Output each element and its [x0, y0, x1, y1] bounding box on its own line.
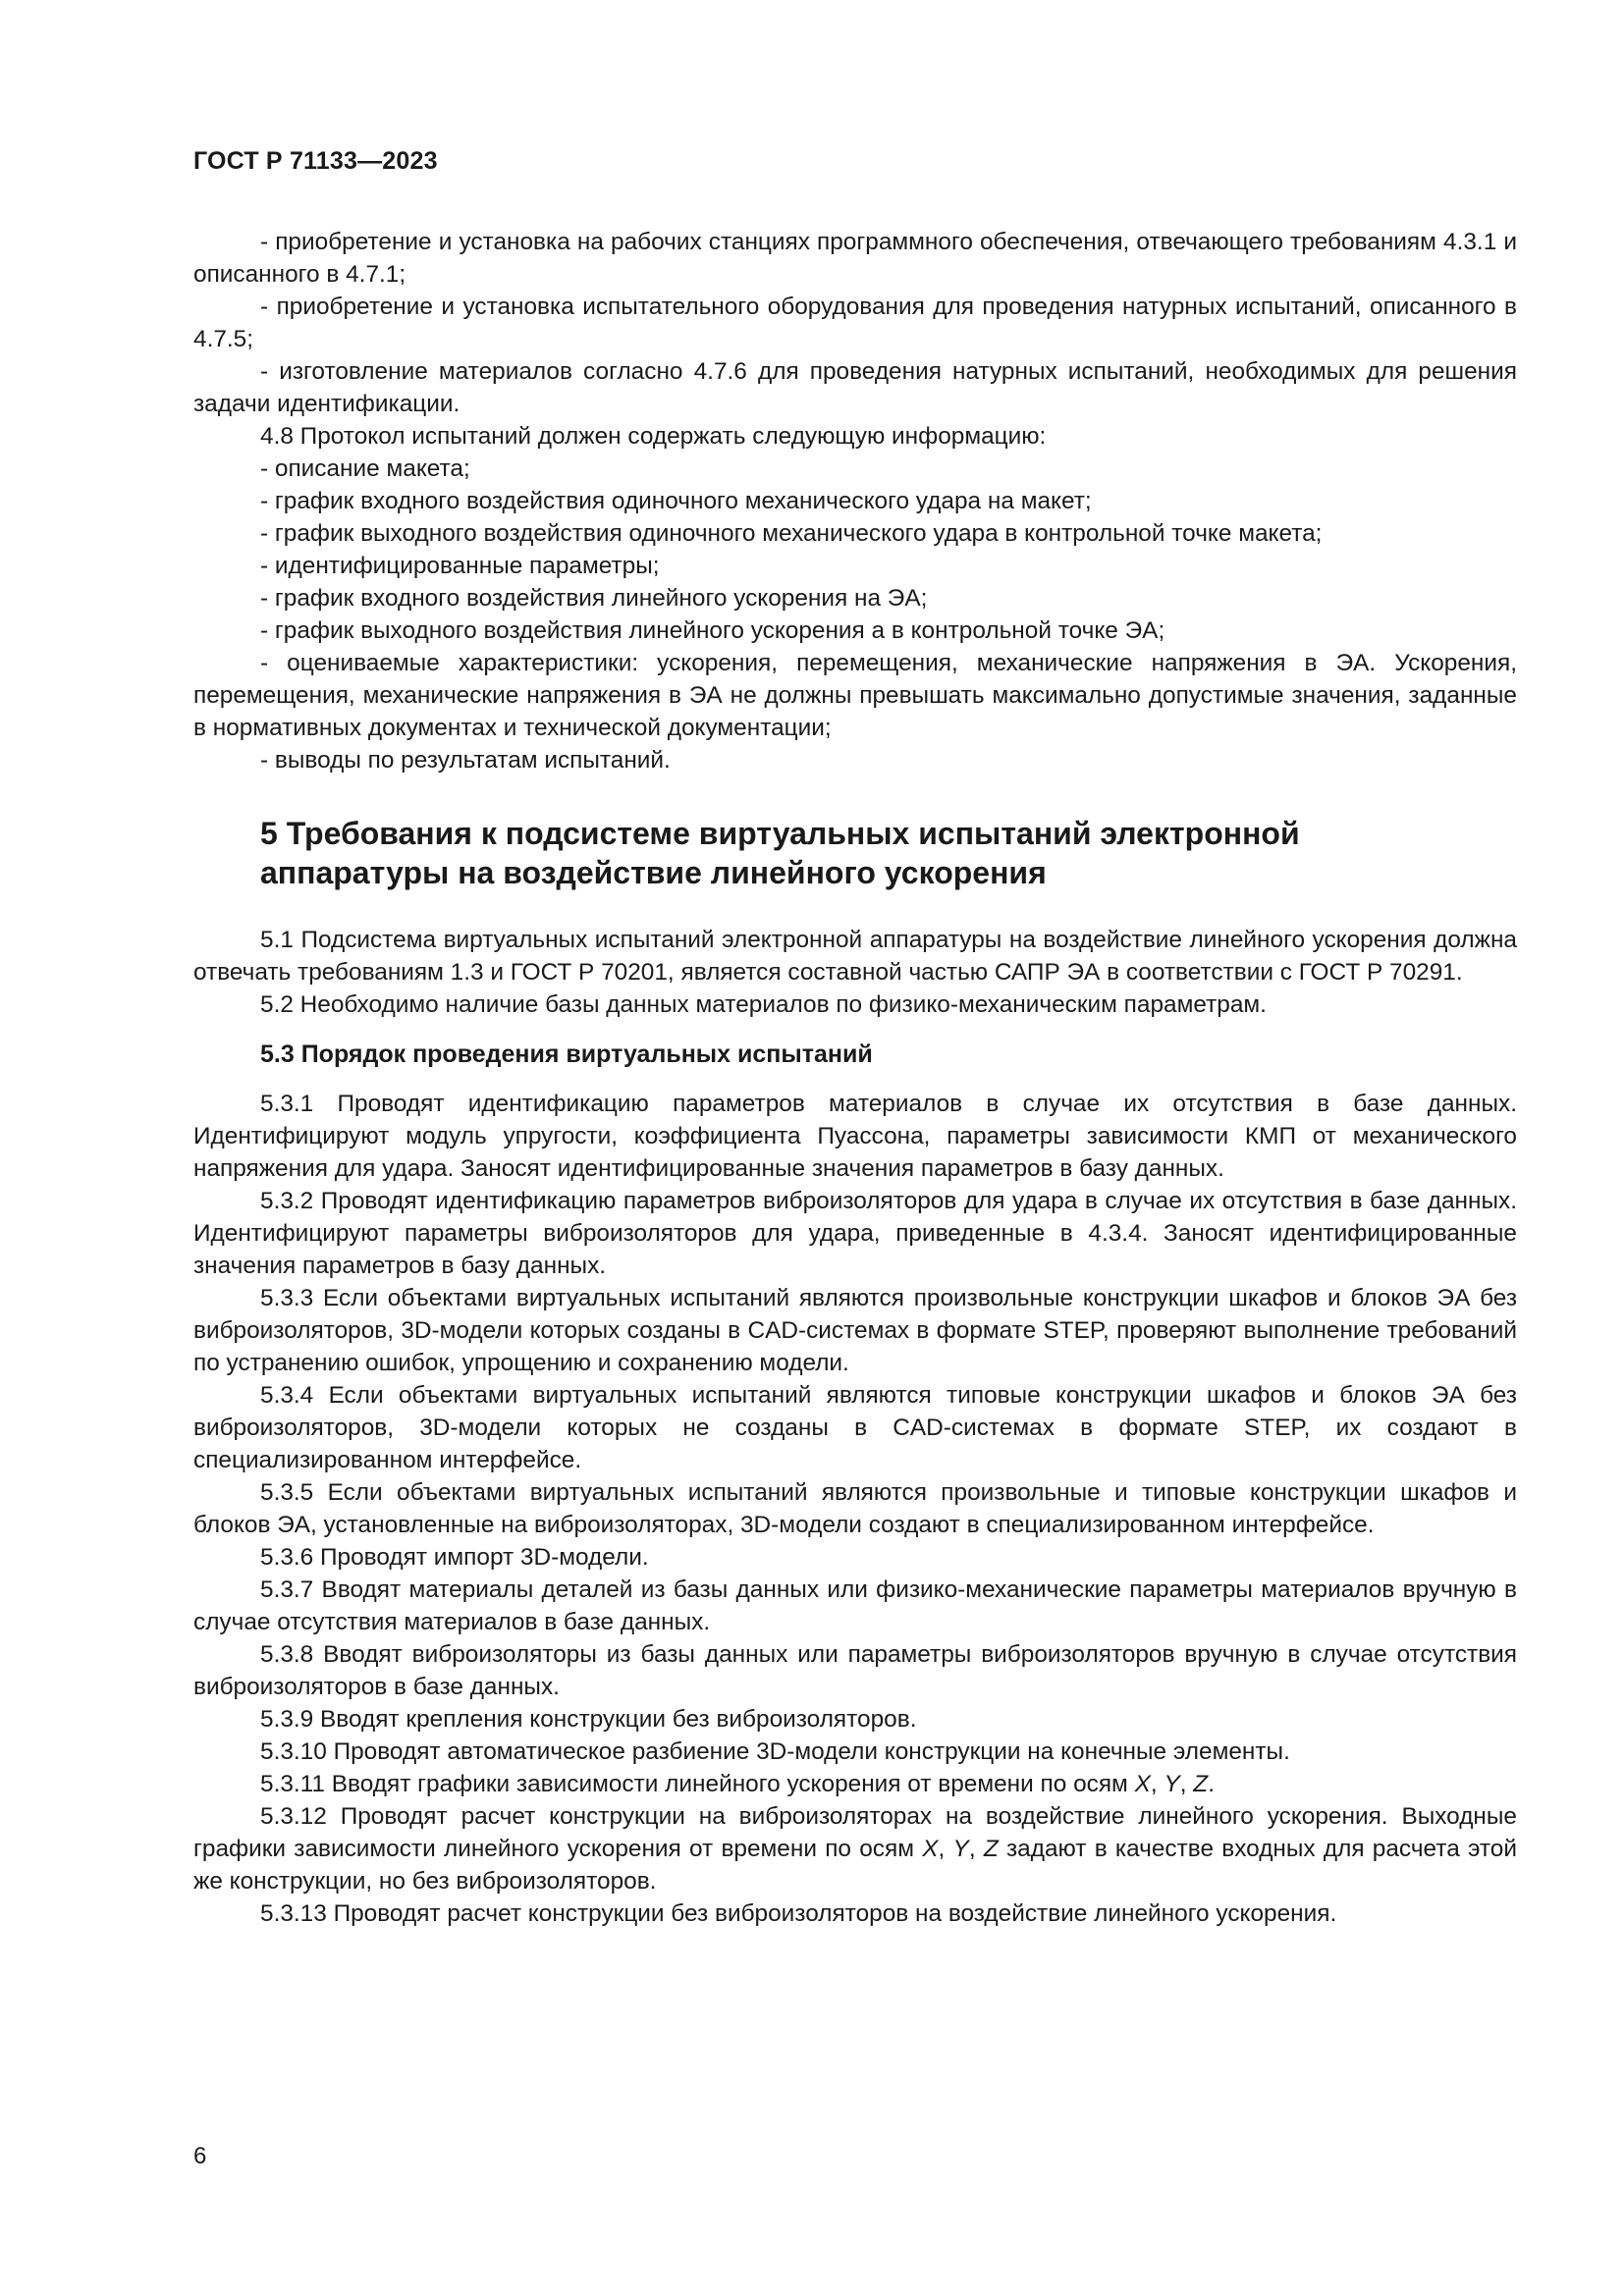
- text-span: ,: [1150, 1771, 1164, 1797]
- text-span: 5.3.11 Вводят графики зависимости линейного ускорения от времени по осям: [260, 1771, 1135, 1797]
- paragraph-5-1: 5.1 Подсистема виртуальных испытаний электронной аппаратуры на воздействие линейного ускорения должна отвечать требованиям 1.3 и ГОСТ Р 70201, является составной частью САПР ЭА в соответствии с ГОСТ Р 70291.: [193, 927, 1517, 986]
- paragraph-5-3-13: 5.3.13 Проводят расчет конструкции без виброизоляторов на воздействие линейного ускорения.: [260, 1900, 1337, 1927]
- list-item: - график входного воздействия одиночного механического удара на макет;: [260, 488, 1092, 514]
- paragraph-4-8: 4.8 Протокол испытаний должен содержать следующую информацию:: [260, 423, 1047, 450]
- list-item: - оцениваемые характеристики: ускорения, перемещения, механические напряжения в ЭА. Ускорения, перемещения, механические напряжения в ЭА не должны превышать максимально допустимые значения, заданные в нормативных документах и технической документации;: [193, 650, 1517, 741]
- paragraph-5-3-3: 5.3.3 Если объектами виртуальных испытаний являются произвольные конструкции шкафов и блоков ЭА без виброизоляторов, 3D-модели которых созданы в CAD-системах в формате STEP, проверяют выполнение требований по устранению ошибок, упрощению и сохранению модели.: [193, 1285, 1517, 1376]
- axis-x-label: X: [922, 1836, 939, 1862]
- axis-z-label: Z: [1193, 1771, 1209, 1797]
- list-item: - выводы по результатам испытаний.: [260, 747, 671, 774]
- page-number: 6: [193, 2143, 207, 2169]
- document-header: ГОСТ Р 71133—2023: [193, 147, 438, 175]
- axis-y-label: Y: [952, 1836, 969, 1862]
- axis-z-label: Z: [983, 1836, 999, 1862]
- text-span: ,: [1179, 1771, 1194, 1797]
- text-span: задают в качестве входных для расчета этой же конструкции, но без виброизоляторов.: [193, 1836, 1517, 1895]
- section-5-heading: 5 Требования к подсистеме виртуальных испытаний электронной аппаратуры на воздействие линейного ускорения: [260, 816, 1300, 890]
- paragraph-5-3-8: 5.3.8 Вводят виброизоляторы из базы данных или параметры виброизоляторов вручную в случае отсутствия виброизоляторов в базе данных.: [193, 1641, 1517, 1700]
- text-span: .: [1208, 1771, 1215, 1797]
- text-span: ,: [968, 1836, 984, 1862]
- text-span: ,: [938, 1836, 953, 1862]
- text-span: 5.3.12 Проводят расчет конструкции на виброизоляторах на воздействие линейного ускорения. Выходные графики зависимости линейного ускорения от времени по осям: [193, 1803, 1517, 1862]
- paragraph-5-3-12: [193, 1800, 1517, 1897]
- paragraph-5-3-10: 5.3.10 Проводят автоматическое разбиение 3D-модели конструкции на конечные элементы.: [260, 1738, 1290, 1765]
- list-item: - идентифицированные параметры;: [260, 553, 660, 579]
- paragraph-5-3-2: 5.3.2 Проводят идентификацию параметров виброизоляторов для удара в случае их отсутствия в базе данных. Идентифицируют параметры виброизоляторов для удара, приведенные в 4.3.4. Заносят идентифицированные значения параметров в базу данных.: [193, 1188, 1517, 1279]
- subsection-5-3-heading: 5.3 Порядок проведения виртуальных испытаний: [260, 1041, 873, 1068]
- paragraph-5-2: 5.2 Необходимо наличие базы данных материалов по физико-механическим параметрам.: [260, 991, 1267, 1018]
- list-item: - описание макета;: [260, 455, 470, 482]
- list-item: - график выходного воздействия одиночного механического удара в контрольной точке макета;: [260, 520, 1323, 547]
- axis-y-label: Y: [1164, 1771, 1180, 1797]
- paragraph-5-3-1: 5.3.1 Проводят идентификацию параметров материалов в случае их отсутствия в базе данных. Идентифицируют модуль упругости, коэффициента Пуассона, параметры зависимости КМП от механического напряжения для удара. Заносят идентифицированные значения параметров в базу данных.: [193, 1091, 1517, 1182]
- document-body: [193, 226, 1517, 1930]
- paragraph-5-3-7: 5.3.7 Вводят материалы деталей из базы данных или физико-механические параметры материалов вручную в случае отсутствия материалов в базе данных.: [193, 1576, 1517, 1635]
- paragraph-5-3-6: 5.3.6 Проводят импорт 3D-модели.: [260, 1544, 649, 1571]
- paragraph-5-3-11: [193, 1768, 1517, 1800]
- list-item: - изготовление материалов согласно 4.7.6 для проведения натурных испытаний, необходимых для решения задачи идентификации.: [193, 358, 1517, 417]
- list-item: - приобретение и установка испытательного оборудования для проведения натурных испытаний, описанного в 4.7.5;: [193, 294, 1517, 352]
- paragraph-5-3-5: 5.3.5 Если объектами виртуальных испытаний являются произвольные и типовые конструкции шкафов и блоков ЭА, установленные на виброизоляторах, 3D-модели создают в специализированном интерфейсе.: [193, 1479, 1517, 1538]
- paragraph-5-3-4: 5.3.4 Если объектами виртуальных испытаний являются типовые конструкции шкафов и блоков ЭА без виброизоляторов, 3D-модели которых не созданы в CAD-системах в формате STEP, их создают в специализированном интерфейсе.: [193, 1382, 1517, 1473]
- list-item: - график выходного воздействия линейного ускорения а в контрольной точке ЭА;: [260, 617, 1165, 644]
- paragraph-5-3-9: 5.3.9 Вводят крепления конструкции без виброизоляторов.: [260, 1706, 917, 1733]
- list-item: - график входного воздействия линейного ускорения на ЭА;: [260, 585, 928, 612]
- list-item: - приобретение и установка на рабочих станциях программного обеспечения, отвечающего требованиям 4.3.1 и описанного в 4.7.1;: [193, 229, 1517, 288]
- axis-x-label: X: [1134, 1771, 1151, 1797]
